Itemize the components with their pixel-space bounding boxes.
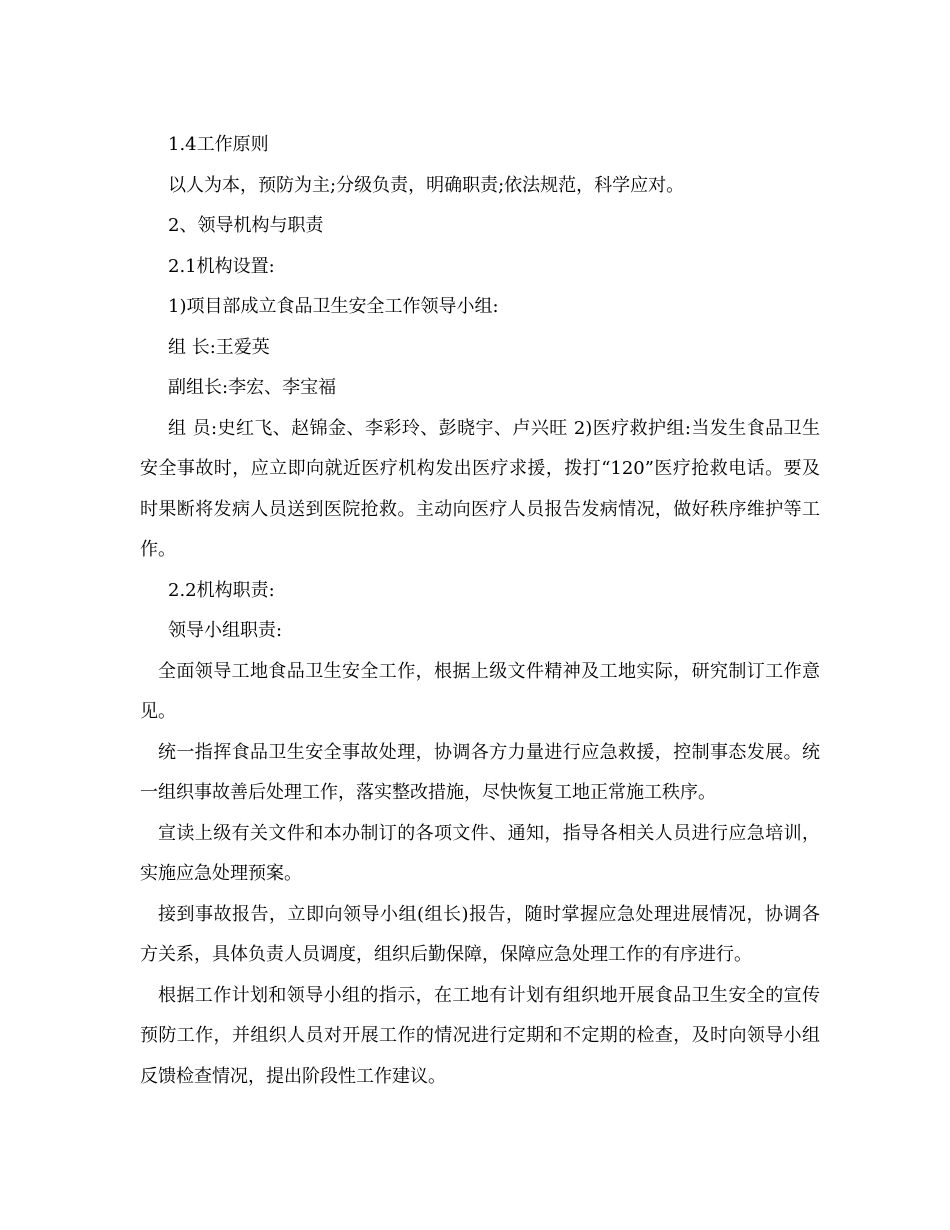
heading-leadership: 2、领导机构与职责 — [168, 215, 324, 236]
paragraph-leadership-duties-label: 领导小组职责: — [168, 620, 283, 641]
paragraph-team-setup: 1)项目部成立食品卫生安全工作领导小组: — [168, 296, 499, 317]
document-body — [140, 125, 820, 1097]
paragraph-principles: 以人为本，预防为主;分级负责，明确职责;依法规范，科学应对。 — [168, 174, 685, 196]
heading-organization-duties: 2.2机构职责: — [168, 579, 275, 601]
paragraph-deputy-leader: 副组长:李宏、李宝福 — [168, 377, 337, 398]
paragraph-duty-3: 宣读上级有关文件和本办制订的各项文件、通知，指导各相关人员进行应急培训，实施应急处理预案。 — [140, 822, 820, 884]
paragraph-duty-5: 根据工作计划和领导小组的指示，在工地有计划有组织地开展食品卫生安全的宣传预防工作，并组织人员对开展工作的情况进行定期和不定期的检查，及时向领导小组反馈检查情况，提出阶段性工作建议。 — [140, 984, 820, 1087]
heading-work-principles: 1.4工作原则 — [168, 134, 269, 155]
paragraph-members-medical: 组 员:史红飞、赵锦金、李彩玲、彭晓宇、卢兴旺 2)医疗救护组:当发生食品卫生安全事故时，应立即向就近医疗机构发出医疗求援，拨打“120”医疗抢救电话。要及时果断将发病人员送到医院抢救。主动向医疗人员报告发病情况，做好秩序维护等工作。 — [140, 417, 820, 560]
paragraph-duty-4: 接到事故报告，立即向领导小组(组长)报告，随时掌握应急处理进展情况，协调各方关系，具体负责人员调度，组织后勤保障，保障应急处理工作的有序进行。 — [140, 903, 820, 965]
paragraph-duty-2: 统一指挥食品卫生安全事故处理，协调各方力量进行应急救援，控制事态发展。统一组织事故善后处理工作，落实整改措施，尽快恢复工地正常施工秩序。 — [140, 741, 820, 803]
paragraph-team-leader: 组 长:王爱英 — [168, 336, 270, 358]
heading-organization-setup: 2.1机构设置: — [168, 255, 275, 277]
paragraph-duty-1: 全面领导工地食品卫生安全工作，根据上级文件精神及工地实际，研究制订工作意见。 — [140, 660, 820, 722]
